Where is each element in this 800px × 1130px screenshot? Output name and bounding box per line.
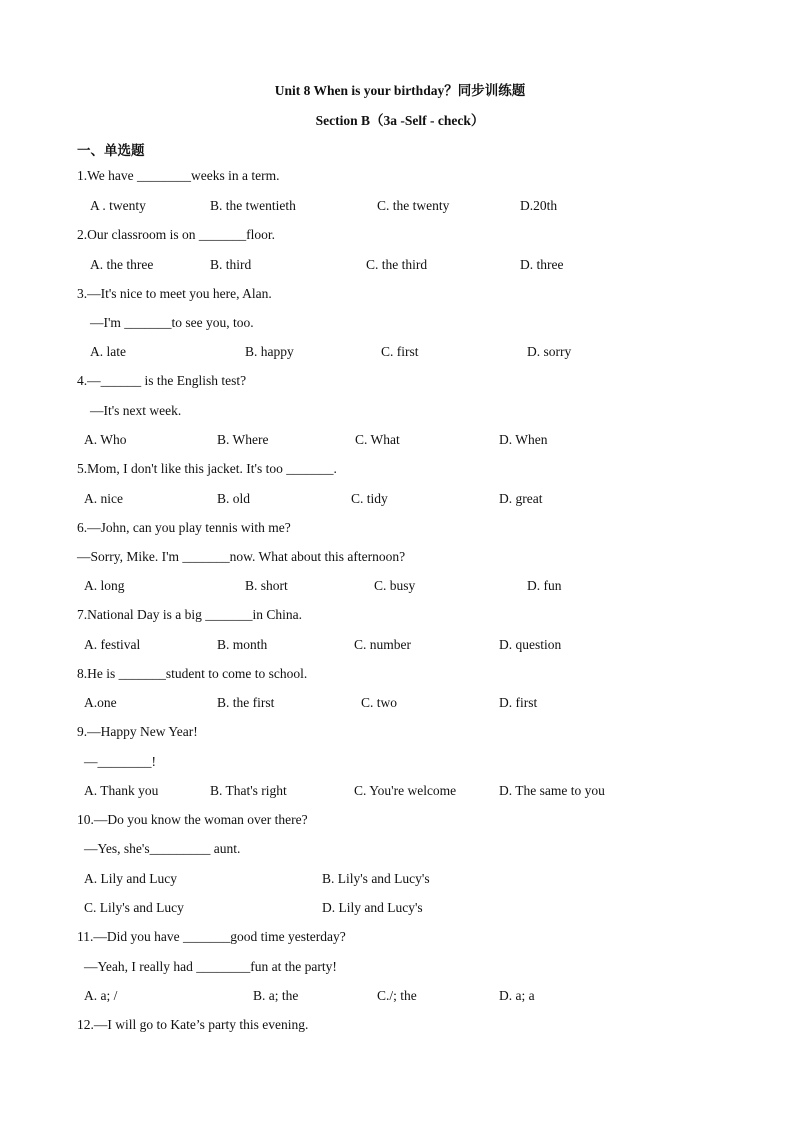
question-11-option-d: D. a; a (499, 988, 535, 1003)
question-11-option-c: C./; the (377, 988, 417, 1003)
question-9-option-a: A. Thank you (84, 783, 159, 798)
question-5-stem: 5.Mom, I don't like this jacket. It's too _______. (77, 461, 337, 476)
question-7-stem: 7.National Day is a big _______in China. (77, 607, 302, 622)
question-3-option-c: C. first (381, 344, 419, 359)
question-4-option-a: A. Who (84, 432, 127, 447)
question-12-stem: 12.—I will go to Kate’s party this evening. (77, 1017, 309, 1032)
question-7-option-b: B. month (217, 637, 268, 652)
question-11-stem: 11.—Did you have _______good time yesterday? (77, 929, 346, 944)
section-heading: 一、单选题 (77, 143, 145, 158)
question-1-option-c: C. the twenty (377, 198, 450, 213)
question-6-option-a: A. long (84, 578, 125, 593)
question-10-option-c: C. Lily's and Lucy (84, 900, 184, 915)
question-6-reply: —Sorry, Mike. I'm _______now. What about this afternoon? (77, 549, 406, 564)
question-10-option-b: B. Lily's and Lucy's (322, 871, 430, 886)
question-3-option-b: B. happy (245, 344, 294, 359)
question-4-option-c: C. What (355, 432, 400, 447)
question-8-option-d: D. first (499, 695, 538, 710)
question-5-option-d: D. great (499, 491, 543, 506)
question-2-option-b: B. third (210, 257, 252, 272)
question-10-option-d: D. Lily and Lucy's (322, 900, 423, 915)
question-7-option-c: C. number (354, 637, 411, 652)
question-3-reply: —I'm _______to see you, too. (90, 315, 254, 330)
question-5-option-b: B. old (217, 491, 251, 506)
question-11-reply: —Yeah, I really had ________fun at the party! (84, 959, 337, 974)
question-1-option-a: A . twenty (90, 198, 146, 213)
question-3-stem: 3.—It's nice to meet you here, Alan. (77, 286, 272, 301)
question-8-option-a: A.one (84, 695, 117, 710)
question-8-option-c: C. two (361, 695, 398, 710)
question-3-option-a: A. late (90, 344, 126, 359)
question-2-stem: 2.Our classroom is on _______floor. (77, 227, 275, 242)
question-6-option-b: B. short (245, 578, 288, 593)
page-title: Unit 8 When is your birthday？同步训练题 (274, 83, 526, 98)
question-8-stem: 8.He is _______student to come to school. (77, 666, 308, 681)
question-9-option-b: B. That's right (210, 783, 287, 798)
question-4-option-d: D. When (499, 432, 548, 447)
question-6-option-d: D. fun (527, 578, 562, 593)
question-2-option-d: D. three (520, 257, 564, 272)
question-8-option-b: B. the first (217, 695, 275, 710)
question-5-option-a: A. nice (84, 491, 123, 506)
question-7-option-a: A. festival (84, 637, 141, 652)
question-10-stem: 10.—Do you know the woman over there? (77, 812, 308, 827)
question-4-option-b: B. Where (217, 432, 269, 447)
question-10-option-a: A. Lily and Lucy (84, 871, 177, 886)
question-2-option-a: A. the three (90, 257, 154, 272)
question-3-option-d: D. sorry (527, 344, 572, 359)
question-11-option-a: A. a; / (84, 988, 118, 1003)
question-5-option-c: C. tidy (351, 491, 388, 506)
question-6-stem: 6.—John, can you play tennis with me? (77, 520, 291, 535)
question-1-option-d: D.20th (520, 198, 558, 213)
question-10-reply: —Yes, she's_________ aunt. (84, 841, 241, 856)
question-2-option-c: C. the third (366, 257, 428, 272)
question-4-reply: —It's next week. (90, 403, 182, 418)
question-9-reply: —________! (84, 754, 156, 769)
question-1-stem: 1.We have ________weeks in a term. (77, 168, 280, 183)
question-7-option-d: D. question (499, 637, 562, 652)
page-subtitle: Section B（3a -Self - check） (315, 113, 485, 128)
question-11-option-b: B. a; the (253, 988, 299, 1003)
question-9-option-c: C. You're welcome (354, 783, 457, 798)
question-4-stem: 4.—______ is the English test? (77, 373, 247, 388)
question-1-option-b: B. the twentieth (210, 198, 296, 213)
question-9-stem: 9.—Happy New Year! (77, 724, 198, 739)
question-6-option-c: C. busy (374, 578, 416, 593)
question-9-option-d: D. The same to you (499, 783, 605, 798)
